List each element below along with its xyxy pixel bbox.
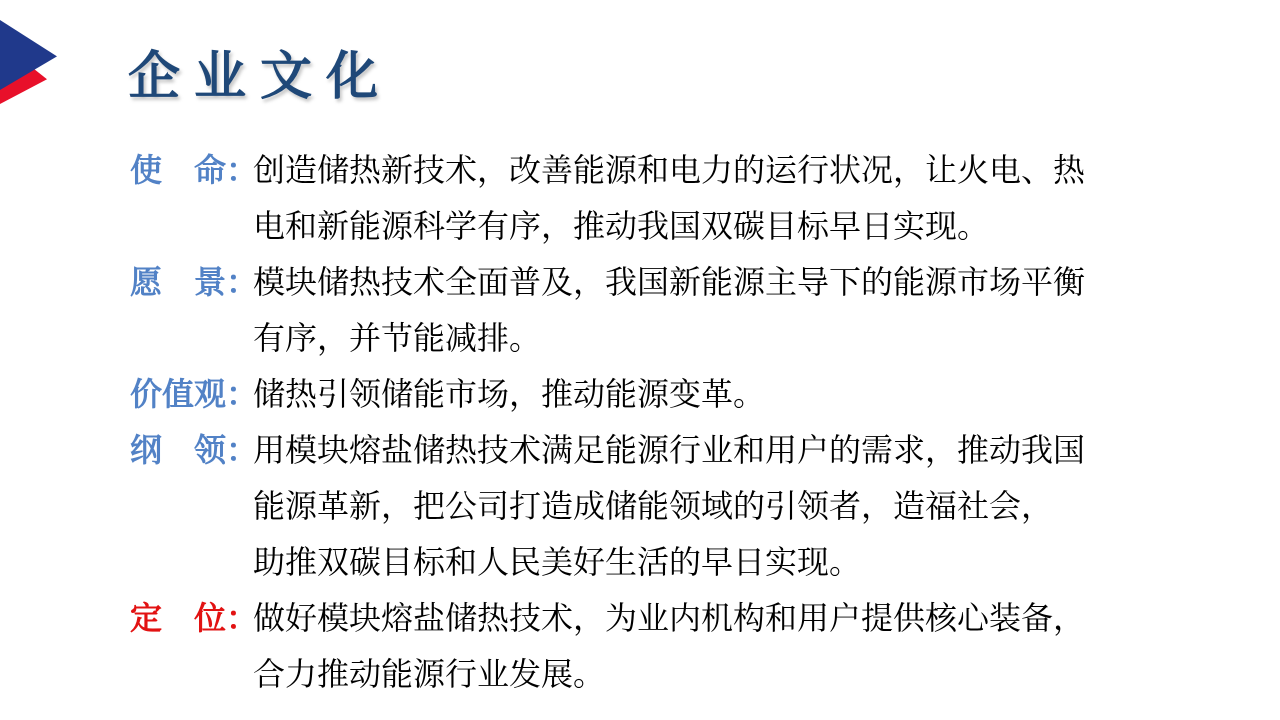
section-text-line: 助推双碳目标和人民美好生活的早日实现。: [253, 544, 862, 580]
section-text-line: 储热引领储能市场，推动能源变革。: [253, 376, 766, 412]
section-text-line: 电和新能源科学有序，推动我国双碳目标早日实现。: [253, 208, 990, 244]
section-body: [253, 366, 1260, 422]
section-text-line: 合力推动能源行业发展。: [253, 656, 606, 692]
section-text-line: 模块储热技术全面普及，我国新能源主导下的能源市场平衡: [253, 264, 1086, 300]
section-label: 使 命：: [130, 152, 259, 188]
culture-section: [130, 254, 1260, 366]
section-body: [253, 142, 1260, 254]
culture-section: [130, 142, 1260, 254]
section-label: 价值观：: [130, 376, 259, 412]
slide-title: 企业文化: [128, 48, 393, 106]
section-text-line: 有序，并节能减排。: [253, 320, 542, 356]
section-label: 定 位：: [130, 600, 259, 636]
section-body: [253, 590, 1260, 702]
culture-section: [130, 422, 1260, 590]
section-text-line: 做好模块熔盐储热技术，为业内机构和用户提供核心装备，: [253, 600, 1086, 636]
section-body: [253, 422, 1260, 590]
culture-sections: [130, 142, 1260, 702]
section-text-line: 用模块熔盐储热技术满足能源行业和用户的需求，推动我国: [253, 432, 1086, 468]
section-label: 纲 领：: [130, 432, 259, 468]
culture-section: [130, 590, 1260, 702]
section-text-line: 能源革新，把公司打造成储能领域的引领者，造福社会，: [253, 488, 1054, 524]
section-label: 愿 景：: [130, 264, 259, 300]
section-body: [253, 254, 1260, 366]
culture-section: [130, 366, 1260, 422]
section-text-line: 创造储热新技术，改善能源和电力的运行状况，让火电、热: [253, 152, 1086, 188]
